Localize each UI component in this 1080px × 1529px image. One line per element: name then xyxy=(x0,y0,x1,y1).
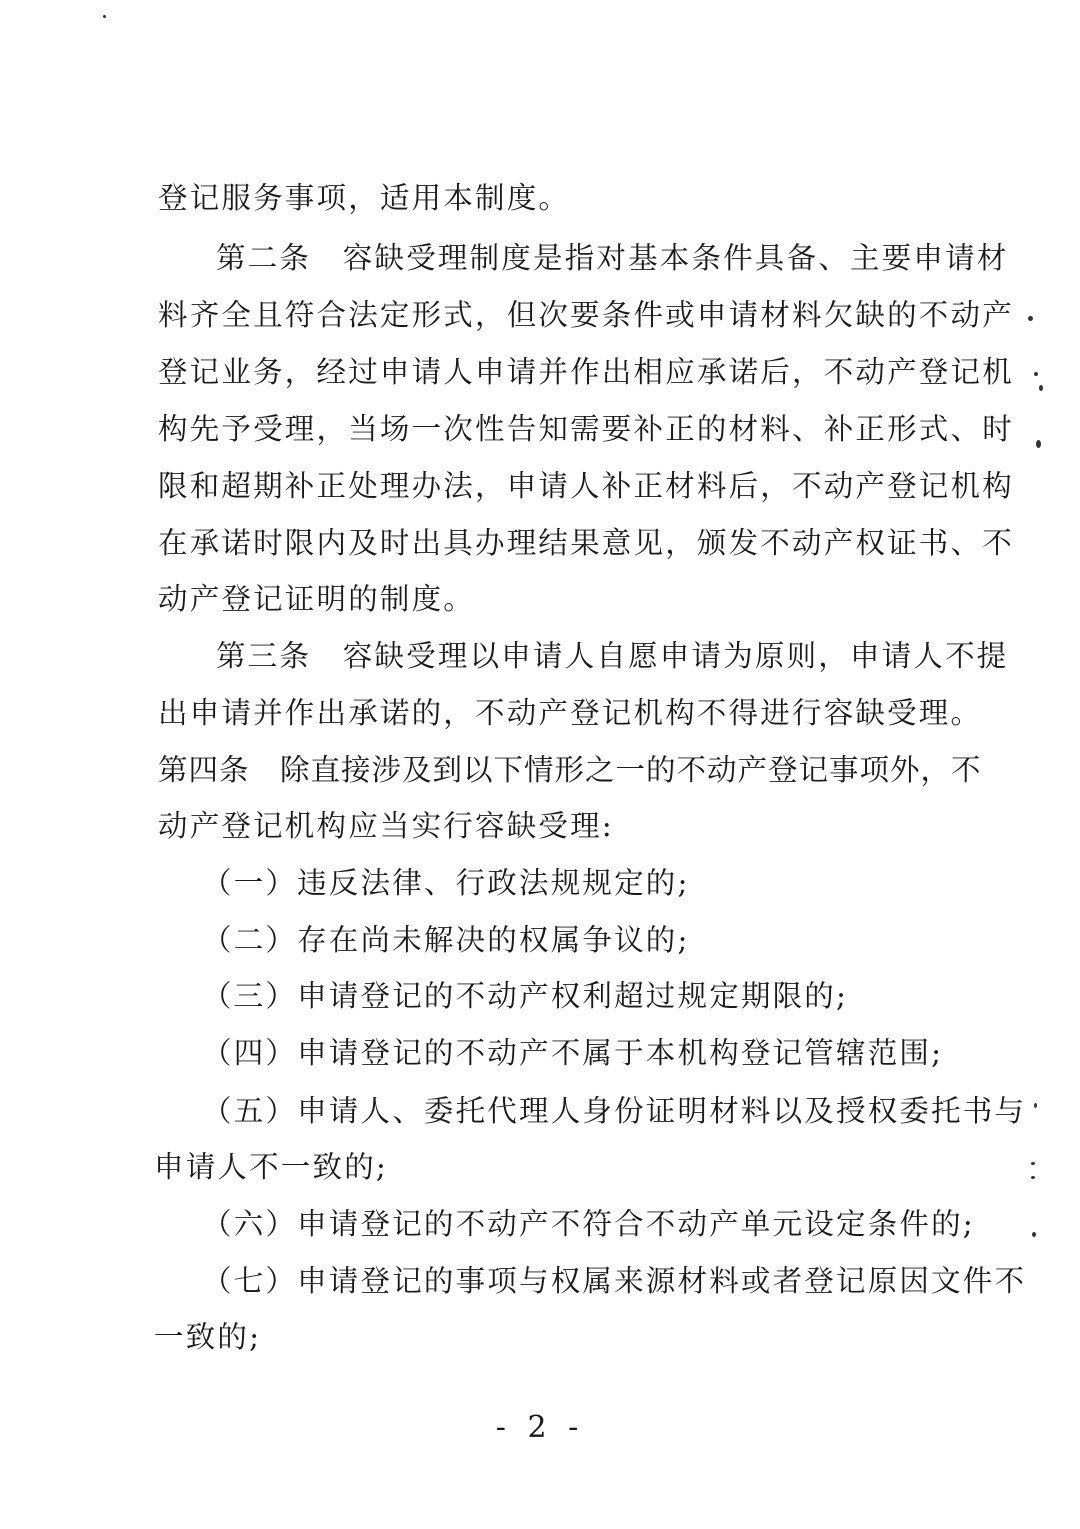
article-4-heading-line: 第四条 除直接涉及到以下情形之一的不动产登记事项外，不 xyxy=(158,753,982,787)
text-line: 申请人不一致的; xyxy=(154,1150,389,1184)
text-line: 在承诺时限内及时出具办理结果意见，颁发不动产权证书、不 xyxy=(158,526,1014,560)
list-item-7: （七）申请登记的事项与权属来源材料或者登记原因文件不 xyxy=(202,1264,1027,1298)
text-line: 料齐全且符合法定形式，但次要条件或申请材料欠缺的不动产 xyxy=(158,298,1014,332)
list-item-1: （一）违反法律、行政法规规定的; xyxy=(202,866,690,900)
scan-speck xyxy=(103,15,106,18)
text-line: 动产登记机构应当实行容缺受理: xyxy=(158,809,614,843)
scan-speck xyxy=(1034,372,1038,376)
list-item-5: （五）申请人、委托代理人身份证明材料以及授权委托书与 xyxy=(202,1094,1027,1128)
text-line: 一致的; xyxy=(154,1320,262,1354)
scan-speck xyxy=(1034,1103,1037,1108)
list-item-4: （四）申请登记的不动产不属于本机构登记管辖范围; xyxy=(202,1036,944,1070)
text-line: 出申请并作出承诺的，不动产登记机构不得进行容缺受理。 xyxy=(158,696,983,730)
scan-speck xyxy=(1032,1232,1036,1237)
scan-speck xyxy=(1031,1162,1035,1165)
scan-speck xyxy=(1031,1176,1035,1179)
text-line: 构先予受理，当场一次性告知需要补正的材料、补正形式、时 xyxy=(158,412,1014,446)
scan-speck xyxy=(1039,385,1043,391)
article-2-heading-line: 第二条 容缺受理制度是指对基本条件具备、主要申请材 xyxy=(216,241,1009,275)
page-number: - 2 - xyxy=(495,1410,585,1445)
list-item-3: （三）申请登记的不动产权利超过规定期限的; xyxy=(202,979,849,1013)
list-item-2: （二）存在尚未解决的权属争议的; xyxy=(202,923,690,957)
text-line: 登记服务事项，适用本制度。 xyxy=(158,181,571,215)
text-line: 登记业务，经过申请人申请并作出相应承诺后，不动产登记机 xyxy=(158,355,1014,389)
list-item-6: （六）申请登记的不动产不符合不动产单元设定条件的; xyxy=(202,1207,975,1241)
text-line: 限和超期补正处理办法，申请人补正材料后，不动产登记机构 xyxy=(158,469,1014,503)
article-3-heading-line: 第三条 容缺受理以申请人自愿申请为原则，申请人不提 xyxy=(216,639,1009,673)
scan-speck xyxy=(1036,440,1041,448)
text-line: 动产登记证明的制度。 xyxy=(158,582,476,616)
scan-speck xyxy=(1028,316,1033,321)
